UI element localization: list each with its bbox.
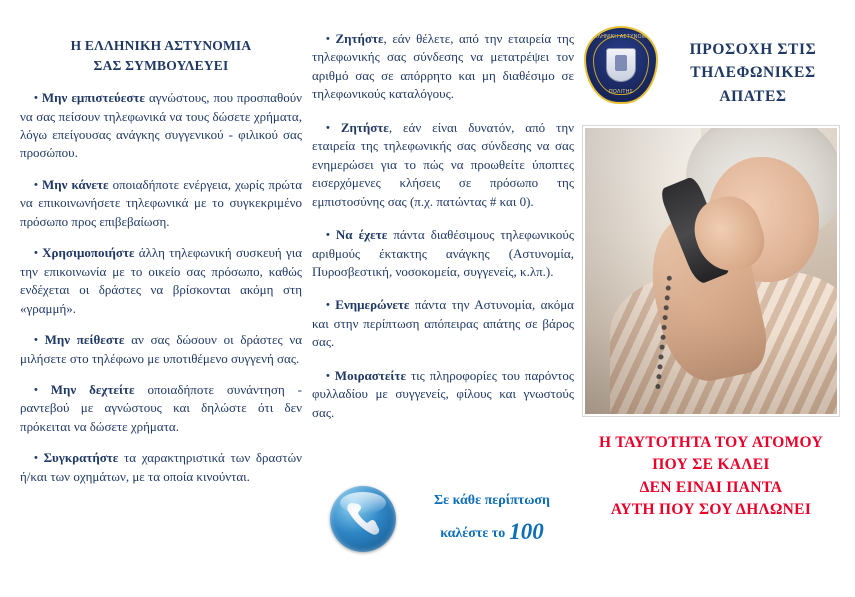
advice-text: οποιαδήποτε συνάντηση - ραντεβού με αγνώστους και δηλώστε ότι δεν πρόκειται να δώσετε χρήματα. bbox=[20, 382, 302, 434]
bullet-icon: • bbox=[34, 334, 38, 347]
advice-item bbox=[312, 30, 574, 104]
advice-lead: Μην πείθεστε bbox=[44, 332, 125, 348]
page-title bbox=[666, 38, 840, 108]
callout-line-1: Σε κάθε περίπτωση bbox=[433, 493, 550, 508]
callout-line-2: καλέστε το bbox=[440, 526, 506, 541]
hellenic-police-badge-icon bbox=[584, 26, 658, 104]
advice-item bbox=[20, 89, 302, 163]
advice-lead: Ζητήστε bbox=[340, 119, 389, 135]
caption-line-1: Η ΤΑΥΤΟΤΗΤΑ ΤΟΥ ΑΤΟΜΟΥ bbox=[599, 434, 823, 451]
badge-bottom-text: ΠΟΛΙΤΗΣ bbox=[609, 89, 633, 95]
bullet-icon: • bbox=[34, 452, 38, 465]
elderly-woman-on-phone-photo bbox=[583, 126, 839, 416]
advice-lead: Μην εμπιστεύεστε bbox=[41, 90, 145, 106]
advice-item bbox=[312, 367, 574, 422]
advice-item bbox=[20, 244, 302, 318]
advice-text: τις πληροφορίες του παρόντος φυλλαδίου με συγγενείς, φίλους και γνωστούς σας. bbox=[312, 367, 575, 420]
emergency-call-callout bbox=[330, 482, 578, 562]
advice-text: τα χαρακτηριστικά των δραστών ή/και των οχημάτων, με τα οποία κινούνται. bbox=[20, 450, 303, 484]
caption-line-2: ΠΟΥ ΣΕ ΚΑΛΕΙ bbox=[652, 456, 770, 474]
heading-line-1: Η ΕΛΛΗΝΙΚΗ ΑΣΤΥΝΟΜΙΑ bbox=[70, 38, 252, 53]
advice-text: οποιαδήποτε ενέργεια, χωρίς πρώτα να επικοινωνήσετε τηλεφωνικά με το συγκεκριμένο πρόσωπο προς επιβεβαίωση. bbox=[20, 176, 303, 229]
caption-line-3: ΔΕΝ ΕΙΝΑΙ ΠΑΝΤΑ bbox=[639, 478, 783, 496]
call-instruction-text bbox=[406, 490, 578, 550]
advice-text: , εάν είναι δυνατόν, από την εταιρεία της τηλεφωνικής σας σύνδεσης να σας ενημερώσει για το πώς να προωθείτε ύποπτες εισερχόμενες κλήσεις σε πρόσωπο της εμπιστοσύνης σας (π.χ. πατώντας # και 0). bbox=[312, 119, 575, 209]
left-column-heading bbox=[20, 36, 302, 75]
advice-text: αγνώστους, που προσπαθούν να σας πείσουν τηλεφωνικά να τους δώσετε χρήματα, λόγω επείγουσας ανάγκης συγγενικού - φιλικού σας προσώπου. bbox=[20, 90, 303, 161]
advice-text: άλλη τηλεφωνική συσκευή για την επικοινωνία με το οικείο σας πρόσωπο, καθώς ενδέχεται οι δράστες να βρίσκονται ακόμη στη «γραμμή». bbox=[20, 245, 303, 316]
bullet-icon: • bbox=[34, 92, 38, 105]
bullet-icon: • bbox=[34, 179, 38, 192]
advice-text: , εάν θέλετε, από την εταιρεία της τηλεφωνικής σας σύνδεσης να μετατρέψει τον αριθμό σας σε απόρρητο και μη διαθέσιμο σε τηλεφωνικούς καταλόγους. bbox=[312, 31, 574, 102]
warning-caption bbox=[578, 432, 844, 521]
bullet-icon: • bbox=[326, 33, 330, 46]
left-column bbox=[20, 0, 302, 499]
advice-item bbox=[312, 296, 574, 351]
advice-item bbox=[20, 381, 302, 436]
advice-lead: Συγκρατήστε bbox=[43, 450, 119, 466]
telephone-handset-icon bbox=[330, 486, 396, 552]
advice-lead: Μοιραστείτε bbox=[334, 367, 407, 383]
advice-lead: Χρησιμοποιήστε bbox=[42, 245, 135, 261]
heading-line-2: ΣΑΣ ΣΥΜΒΟΥΛΕΥΕΙ bbox=[93, 57, 229, 73]
advice-item bbox=[312, 119, 574, 211]
advice-text: αν σας δώσουν οι δράστες να μιλήσετε στο τηλέφωνο με υποτιθέμενο συγγενή σας. bbox=[20, 332, 303, 366]
bullet-icon: • bbox=[326, 229, 330, 242]
advice-lead: Μην δεχτείτε bbox=[50, 382, 135, 398]
badge-top-text: ΕΛΛΗΝΙΚΗ ΑΣΤΥΝΟΜΙΑ bbox=[590, 34, 652, 40]
bullet-icon: • bbox=[34, 247, 38, 260]
title-line-2: ΤΗΛΕΦΩΝΙΚΕΣ bbox=[690, 64, 816, 82]
advice-lead: Ζητήστε bbox=[335, 31, 384, 46]
advice-lead: Να έχετε bbox=[335, 227, 388, 243]
title-line-3: ΑΠΑΤΕΣ bbox=[719, 87, 787, 105]
bullet-icon: • bbox=[326, 370, 330, 382]
advice-item bbox=[20, 176, 302, 231]
middle-column bbox=[312, 0, 574, 437]
emergency-number: 100 bbox=[509, 519, 544, 544]
right-column-header bbox=[578, 22, 840, 118]
bullet-icon: • bbox=[326, 299, 330, 312]
advice-lead: Μην κάνετε bbox=[41, 176, 109, 192]
caption-line-4: ΑΥΤΗ ΠΟΥ ΣΟΥ ΔΗΛΩΝΕΙ bbox=[610, 500, 812, 518]
advice-item bbox=[20, 331, 302, 368]
advice-text: πάντα διαθέσιμους τηλεφωνικούς αριθμούς έκτακτης ανάγκης (Αστυνομία, Πυροσβεστική, νοσοκομεία, συγγενείς, κ.λπ.). bbox=[312, 227, 575, 279]
advice-item bbox=[20, 449, 302, 486]
advice-text: πάντα την Αστυνομία, ακόμα και στην περίπτωση απόπειρας απάτης σε βάρος σας. bbox=[312, 297, 574, 350]
bullet-icon: • bbox=[34, 384, 38, 397]
title-line-1: ΠΡΟΣΟΧΗ ΣΤΙΣ bbox=[689, 41, 817, 58]
advice-item bbox=[312, 226, 574, 281]
bullet-icon: • bbox=[326, 122, 330, 135]
advice-lead: Ενημερώνετε bbox=[335, 297, 410, 313]
